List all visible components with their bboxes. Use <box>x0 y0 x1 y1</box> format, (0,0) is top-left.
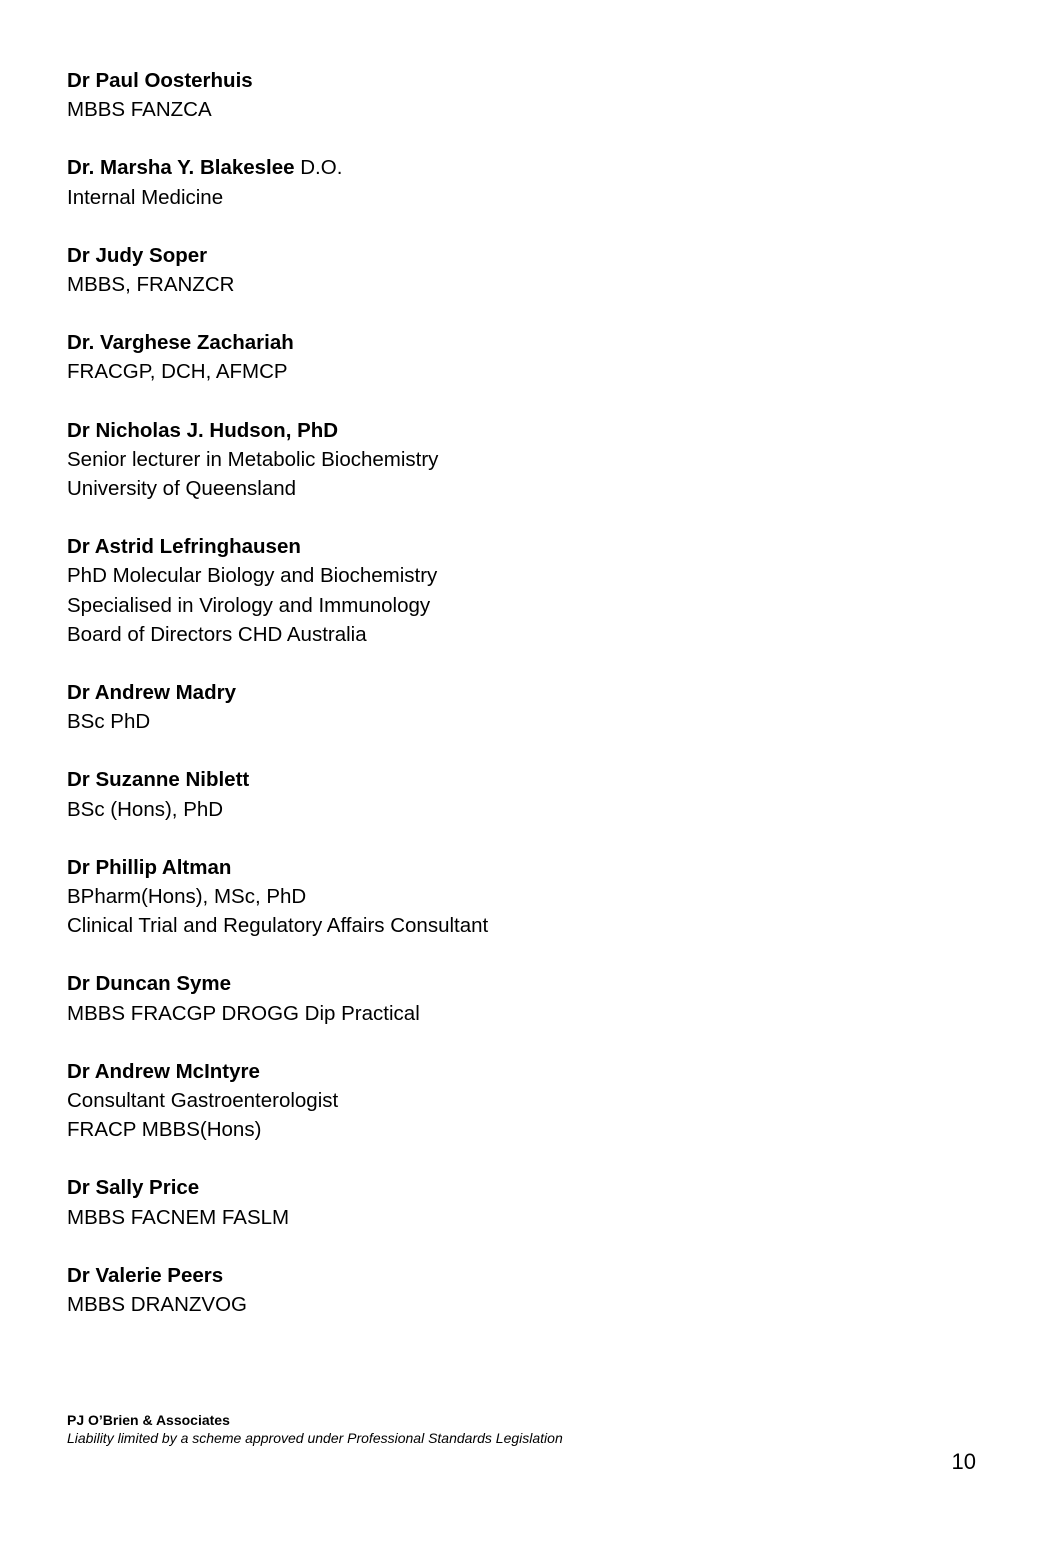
signatory-list <box>67 66 967 1348</box>
footer <box>67 1411 563 1447</box>
signatory-name-line <box>67 969 967 998</box>
signatory-name: Dr Paul Oosterhuis <box>67 69 253 92</box>
signatory-credential: Senior lecturer in Metabolic Biochemistry <box>67 447 439 471</box>
signatory-credential: MBBS FRACGP DROGG Dip Practical <box>67 1001 420 1025</box>
signatory-name: Dr Duncan Syme <box>67 972 232 996</box>
signatory-credential: MBBS FANZCA <box>67 98 212 122</box>
signatory-entry <box>67 1173 967 1231</box>
signatory-name-line <box>67 1261 967 1290</box>
signatory-name: Dr Judy Soper <box>67 243 208 267</box>
signatory-credential: BSc (Hons), PhD <box>67 797 224 821</box>
signatory-entry <box>67 678 967 736</box>
signatory-credential: Internal Medicine <box>67 185 224 209</box>
signatory-name: Dr Sally Price <box>67 1176 200 1200</box>
signatory-name-line <box>67 66 967 95</box>
signatory-name-line <box>67 678 967 707</box>
signatory-entry <box>67 853 967 941</box>
signatory-credential: BPharm(Hons), MSc, PhD <box>67 885 307 909</box>
signatory-entry <box>67 328 967 386</box>
signatory-credential: PhD Molecular Biology and Biochemistry <box>67 564 438 588</box>
signatory-name: Dr Andrew Madry <box>67 681 236 705</box>
signatory-name-line <box>67 153 967 182</box>
signatory-name: Dr Andrew McIntyre <box>67 1059 260 1083</box>
signatory-entry <box>67 1261 967 1319</box>
signatory-entry <box>67 153 967 211</box>
signatory-name-line <box>67 532 967 561</box>
signatory-credential: MBBS, FRANZCR <box>67 273 235 297</box>
signatory-credential: FRACP MBBS(Hons) <box>67 1118 262 1142</box>
signatory-name-line <box>67 1057 967 1086</box>
signatory-name-line <box>67 416 967 445</box>
liability-disclaimer: Liability limited by a scheme approved under Professional Standards Legislation <box>67 1430 563 1446</box>
signatory-credential: MBBS FACNEM FASLM <box>67 1205 290 1229</box>
signatory-name-line <box>67 1173 967 1202</box>
signatory-credential: Clinical Trial and Regulatory Affairs Consultant <box>67 914 489 938</box>
signatory-name: Dr Astrid Lefringhausen <box>67 535 301 559</box>
signatory-entry <box>67 241 967 299</box>
signatory-credential: University of Queensland <box>67 477 297 501</box>
signatory-name: Dr Nicholas J. Hudson, PhD <box>67 418 339 442</box>
signatory-credential: Board of Directors CHD Australia <box>67 622 367 646</box>
page-number: 10 <box>951 1449 976 1474</box>
signatory-name-suffix: D.O. <box>294 156 343 180</box>
signatory-credential: BSc PhD <box>67 710 151 734</box>
firm-name: PJ O’Brien & Associates <box>67 1412 230 1428</box>
signatory-name: Dr Valerie Peers <box>67 1263 224 1287</box>
signatory-name-line <box>67 853 967 882</box>
signatory-name: Dr Suzanne Niblett <box>67 768 250 792</box>
signatory-name-line <box>67 241 967 270</box>
signatory-entry <box>67 66 967 124</box>
signatory-credential: Specialised in Virology and Immunology <box>67 593 431 617</box>
signatory-name: Dr. Varghese Zachariah <box>67 331 294 355</box>
signatory-entry <box>67 1057 967 1145</box>
signatory-credential: FRACGP, DCH, AFMCP <box>67 360 288 384</box>
signatory-name: Dr. Marsha Y. Blakeslee <box>67 156 295 180</box>
signatory-entry <box>67 969 967 1027</box>
signatory-entry <box>67 532 967 649</box>
signatory-credential: Consultant Gastroenterologist <box>67 1089 339 1113</box>
signatory-name-line <box>67 328 967 357</box>
signatory-credential: MBBS DRANZVOG <box>67 1293 247 1317</box>
signatory-name-line <box>67 765 967 794</box>
signatory-entry <box>67 765 967 823</box>
signatory-name: Dr Phillip Altman <box>67 855 232 879</box>
signatory-entry <box>67 416 967 504</box>
